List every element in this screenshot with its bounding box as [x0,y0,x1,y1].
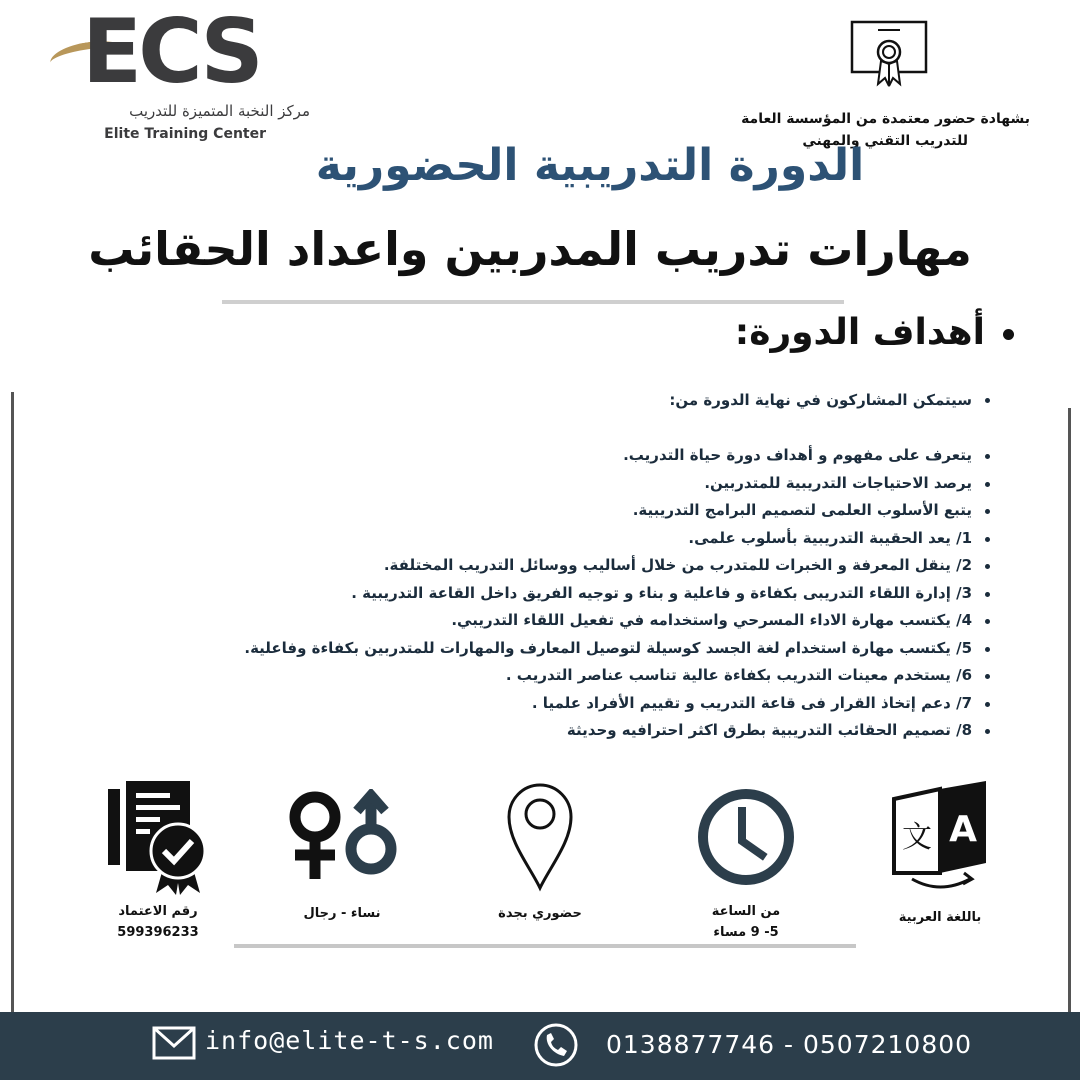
location-pin-icon [505,782,575,892]
svg-text:文: 文 [902,820,932,855]
feature-language [855,778,1025,929]
logo-arabic-name: مركز النخبة المتميزة للتدريب [129,102,310,120]
objective-item: يتعرف على مفهوم و أهداف دورة حياة التدريب. [172,442,992,470]
feature-gender [257,778,427,925]
bullet-icon [1003,329,1014,340]
mail-icon [152,1026,196,1060]
feature-time [661,778,831,944]
feature-attendance [455,778,625,925]
objective-item: 1/ يعد الحقيبة التدريبية بأسلوب علمى. [172,525,992,553]
logo-letters: ECS [82,0,260,103]
objectives-heading-text: أهداف الدورة: [734,312,985,353]
left-border-rule [11,392,14,1012]
certificate-line-1: بشهادة حضور معتمدة من المؤسسة العامة [741,111,1030,127]
objective-item: 3/ إدارة اللقاء التدريبى بكفاءة و فاعلية و بناء و توجيه الفريق داخل القاعة التدريبية . [172,580,992,608]
objective-item: 6/ يستخدم معينات التدريب بكفاءة عالية تناسب عناصر التدريب . [172,662,992,690]
gender-icon [287,789,397,885]
footer-phone-numbers[interactable]: 0138877746 - 0507210800 [606,1030,973,1059]
feature-accreditation [73,778,243,944]
certificate-line-2: للتدريب التقني والمهني [802,133,968,150]
features-divider [234,944,856,948]
title-divider [222,300,844,304]
objective-item: 4/ يكتسب مهارة الاداء المسرحي واستخدامه في تفعيل اللقاء التدريبي. [172,607,992,635]
feature-attendance-label: حضوري بجدة [498,906,582,921]
course-type-title: الدورة التدريبية الحضورية [315,140,865,191]
objective-intro: سيتمكن المشاركون في نهاية الدورة من: [172,388,992,442]
objective-item: 2/ ينقل المعرفة و الخبرات للمتدرب من خلال أساليب ووسائل التدريب المختلفة. [172,552,992,580]
feature-language-label: باللغة العربية [898,910,982,925]
logo [40,0,310,152]
objective-item: يرصد الاحتياجات التدريبية للمتدربين. [172,470,992,498]
objective-item: 8/ تصميم الحقائب التدريبية بطرق اكثر احترافيه وحديثة [172,717,992,745]
clock-icon [696,787,796,887]
objective-list [172,388,992,745]
certified-document-icon [106,779,210,895]
footer-email[interactable]: info@elite-t-s.com [205,1026,494,1055]
objectives-heading [735,312,1014,353]
feature-accreditation-number: 599396233 [117,924,199,940]
feature-gender-label: نساء - رجال [303,906,381,921]
objective-item: يتبع الأسلوب العلمى لتصميم البرامج التدريبية. [172,497,992,525]
certificate-icon [850,20,928,92]
svg-text:A: A [949,809,977,850]
right-border-rule [1068,408,1071,1030]
phone-icon [533,1022,579,1068]
feature-accreditation-line-1: رقم الاعتماد [118,904,198,919]
feature-time-line-2: 5- 9 مساء [713,924,779,940]
feature-time-line-1: من الساعة [711,904,781,919]
objective-item: 5/ يكتسب مهارة استخدام لغة الجسد كوسيلة لتوصيل المعارف والمهارات للمتدربين بكفاءة وفاعلية. [172,635,992,663]
objective-item: 7/ دعم إتخاذ القرار فى قاعة التدريب و تقييم الأفراد علميا . [172,690,992,718]
translate-icon [890,781,990,893]
course-title: مهارات تدريب المدربين واعداد الحقائب [88,222,972,276]
logo-english-name: Elite Training Center [104,126,266,142]
